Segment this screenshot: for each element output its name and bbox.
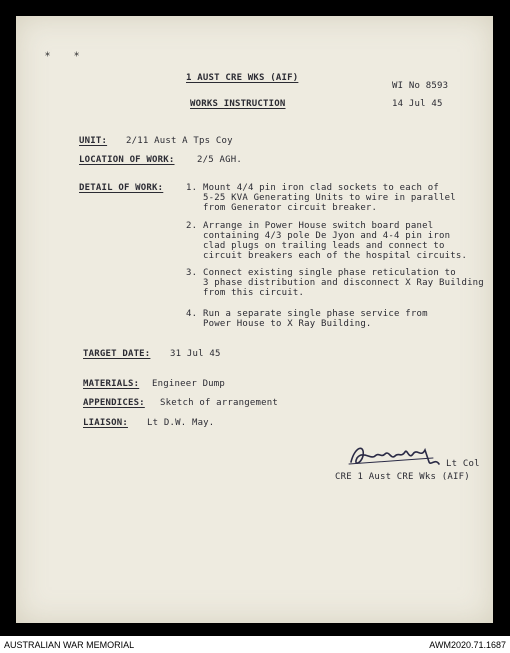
item-number: 4. [186, 309, 198, 319]
appendices-label: APPENDICES: [83, 398, 145, 408]
unit-label: UNIT: [79, 136, 108, 146]
detail-label: DETAIL OF WORK: [79, 183, 164, 193]
item-line: 3 phase distribution and disconnect X Ray Building [203, 278, 484, 288]
item-number: 1. [186, 183, 198, 193]
target-date-value: 31 Jul 45 [170, 349, 221, 359]
signature-rank: Lt Col [446, 459, 480, 469]
liaison-value: Lt D.W. May. [147, 418, 215, 428]
item-line: Power House to X Ray Building. [203, 319, 372, 329]
item-line: Connect existing single phase reticulation to [203, 268, 456, 278]
punch-marks: ⁎ ⁎ [45, 48, 80, 59]
item-number: 2. [186, 221, 198, 231]
item-line: from Generator circuit breaker. [203, 203, 378, 213]
target-date-label: TARGET DATE: [83, 349, 151, 359]
item-line: circuit breakers each of the hospital circuits. [203, 251, 468, 261]
item-number: 3. [186, 268, 198, 278]
document-title: WORKS INSTRUCTION [190, 99, 286, 109]
item-line: 5-25 KVA Generating Units to wire in parallel [203, 193, 456, 203]
appendices-value: Sketch of arrangement [160, 398, 278, 408]
location-value: 2/5 AGH. [197, 155, 242, 165]
handwritten-signature [345, 440, 445, 470]
location-label: LOCATION OF WORK: [79, 155, 175, 165]
materials-value: Engineer Dump [152, 379, 226, 389]
item-line: Run a separate single phase service from [203, 309, 428, 319]
item-line: clad plugs on trailing leads and connect to [203, 241, 445, 251]
item-line: containing 4/3 pole De Jyon and 4-4 pin iron [203, 231, 451, 241]
footer-bar [0, 636, 510, 653]
document-date: 14 Jul 45 [392, 99, 443, 109]
wi-number: WI No 8593 [392, 81, 449, 91]
footer-source: AUSTRALIAN WAR MEMORIAL [4, 640, 135, 650]
materials-label: MATERIALS: [83, 379, 140, 389]
item-line: Arrange in Power House switch board panel [203, 221, 434, 231]
item-line: from this circuit. [203, 288, 305, 298]
liaison-label: LIAISON: [83, 418, 128, 428]
footer-accession: AWM2020.71.1687 [429, 640, 506, 650]
unit-title: 1 AUST CRE WKS (AIF) [186, 73, 299, 83]
item-line: Mount 4/4 pin iron clad sockets to each of [203, 183, 439, 193]
unit-value: 2/11 Aust A Tps Coy [126, 136, 233, 146]
signature-title: CRE 1 Aust CRE Wks (AIF) [335, 472, 470, 482]
